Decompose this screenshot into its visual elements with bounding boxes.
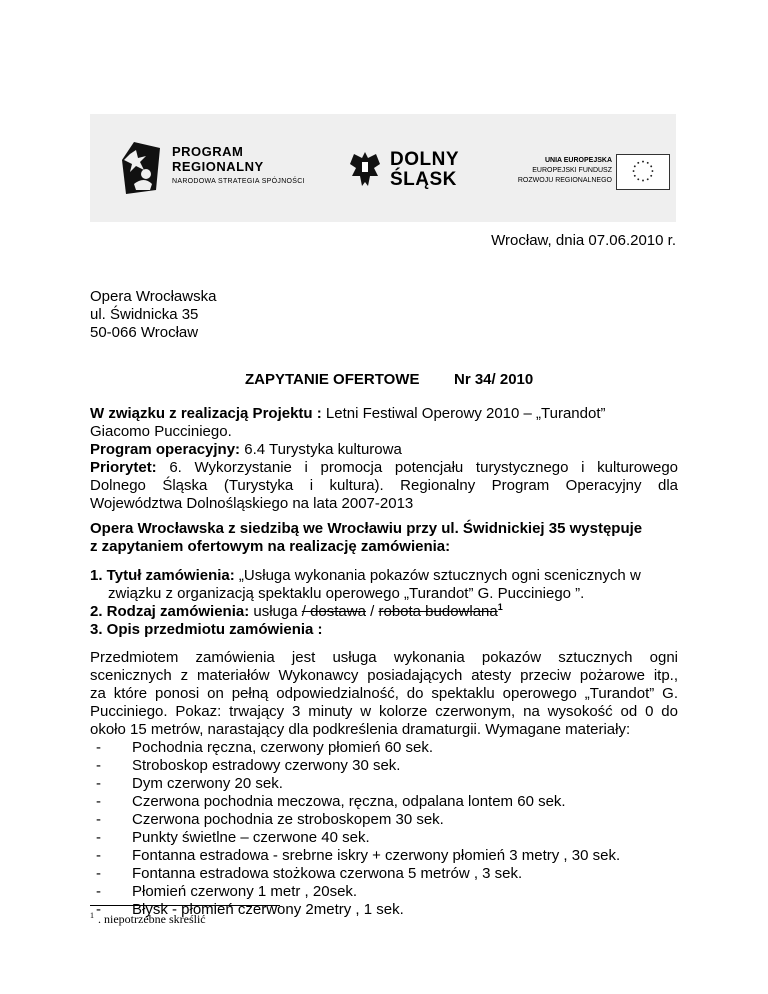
description-line-5: około 15 metrów, narastający dla podkreślenia dramaturgii. Wymagane materiały: [90, 721, 631, 738]
address-line-2: ul. Świdnicka 35 [90, 306, 199, 323]
eagle-crest-icon [348, 150, 382, 188]
dolny-slask-logo [348, 148, 488, 198]
list-item: - Dym czerwony 20 sek. [96, 775, 283, 792]
program-line2: REGIONALNY [172, 159, 264, 174]
list-item: - Punkty świetlne – czerwone 40 sek. [96, 829, 370, 846]
program-emblem-icon [120, 140, 162, 196]
intro-line-1: Opera Wrocławska z siedzibą we Wrocławiu przy ul. Świdnickiej 35 występuje [90, 520, 643, 537]
logo-banner [90, 114, 676, 222]
list-item: - Błysk - płomień czerwony 2metry , 1 sek. [96, 901, 404, 918]
project-label: W związku z realizacją Projektu : [90, 405, 322, 422]
priority-value-1: 6. Wykorzystanie i promocja potencjału turystycznego i kulturowego [156, 459, 678, 476]
item-1-line-2: związku z organizacją spektaklu operowego „Turandot” G. Pucciniego ”. [108, 585, 585, 602]
program-line1: PROGRAM [172, 144, 244, 159]
eu-line1: UNIA EUROPEJSKA [544, 157, 612, 164]
program-subtitle: NARODOWA STRATEGIA SPÓJNOŚCI [172, 178, 305, 185]
eu-flag-icon [616, 154, 670, 190]
document-number: Nr 34/ 2010 [454, 371, 534, 388]
eu-logo [512, 154, 672, 190]
list-item: - Płomień czerwony 1 metr , 20sek. [96, 883, 358, 900]
description-line-2: scenicznych z materiałów Wykonawcy posiadających atesty przeciw pożarowe itp., [90, 667, 678, 684]
item-2-separator: / [365, 603, 379, 620]
description-line-4: Pucciniego. Pokaz: trwający 3 minuty w kolorze czerwonym, na wysokość od 0 do [90, 703, 678, 720]
project-line-2: Giacomo Pucciniego. [90, 423, 232, 440]
list-item: - Czerwona pochodnia meczowa, ręczna, odpalana lontem 60 sek. [96, 793, 566, 810]
eu-line2: EUROPEJSKI FUNDUSZ [532, 167, 612, 174]
description-line-3: za które ponosi on pełną odpowiedzialność, do spektaklu operowego „Turandot” G. [90, 685, 678, 702]
program-value: 6.4 Turystyka kulturowa [240, 441, 402, 458]
item-1-line [90, 567, 641, 585]
list-item: - Fontanna estradowa stożkowa czerwona 5 metrów , 3 sek. [96, 865, 523, 882]
item-2-value: usługa [249, 603, 302, 620]
project-line [90, 405, 606, 423]
document-title: ZAPYTANIE OFERTOWE [245, 371, 420, 388]
address-line-1: Opera Wrocławska [90, 288, 217, 305]
program-label: Program operacyjny: [90, 441, 241, 458]
footnote-divider [90, 905, 280, 906]
item-2-line [90, 603, 503, 621]
item-1-label: 1. Tytuł zamówienia: [90, 567, 235, 584]
footnote-mark: 1 [90, 911, 94, 920]
date-line: Wrocław, dnia 07.06.2010 r. [491, 232, 676, 249]
item-2-strike-construction: robota budowlana [378, 603, 498, 620]
item-2-strike-delivery: / dostawa [301, 603, 366, 620]
list-item: - Stroboskop estradowy czerwony 30 sek. [96, 757, 401, 774]
ds-line1: DOLNY [390, 149, 459, 170]
item-2-label: 2. Rodzaj zamówienia: [90, 603, 250, 620]
list-item: - Fontanna estradowa - srebrne iskry + czerwony płomień 3 metry , 30 sek. [96, 847, 621, 864]
eu-line3: ROZWOJU REGIONALNEGO [517, 177, 612, 184]
item-3-label: 3. Opis przedmiotu zamówienia : [90, 621, 323, 638]
footnote-text: . niepotrzebne skreślić [98, 912, 206, 926]
priority-label: Priorytet: [90, 459, 157, 476]
list-item: - Czerwona pochodnia ze stroboskopem 30 sek. [96, 811, 444, 828]
address-line-3: 50-066 Wrocław [90, 324, 199, 341]
intro-line-2: z zapytaniem ofertowym na realizację zamówienia: [90, 538, 451, 555]
priority-line-1 [90, 459, 678, 477]
description-line-1: Przedmiotem zamówienia jest usługa wykonania pokazów sztucznych ogni [90, 649, 678, 666]
program-regionalny-logo [120, 140, 320, 200]
priority-line-3: Województwa Dolnośląskiego na lata 2007-2013 [90, 495, 414, 512]
ds-line2: ŚLĄSK [390, 169, 457, 190]
footnote [90, 912, 206, 927]
project-value: Letni Festiwal Operowy 2010 – „Turandot” [321, 405, 606, 422]
program-line [90, 441, 402, 459]
item-1-value: „Usługa wykonania pokazów sztucznych ogni scenicznych w [234, 567, 641, 584]
priority-line-2: Dolnego Śląska (Turystyka i kultura). Regionalny Program Operacyjny dla [90, 477, 678, 494]
footnote-ref: 1 [497, 602, 503, 612]
list-item: - Pochodnia ręczna, czerwony płomień 60 sek. [96, 739, 433, 756]
